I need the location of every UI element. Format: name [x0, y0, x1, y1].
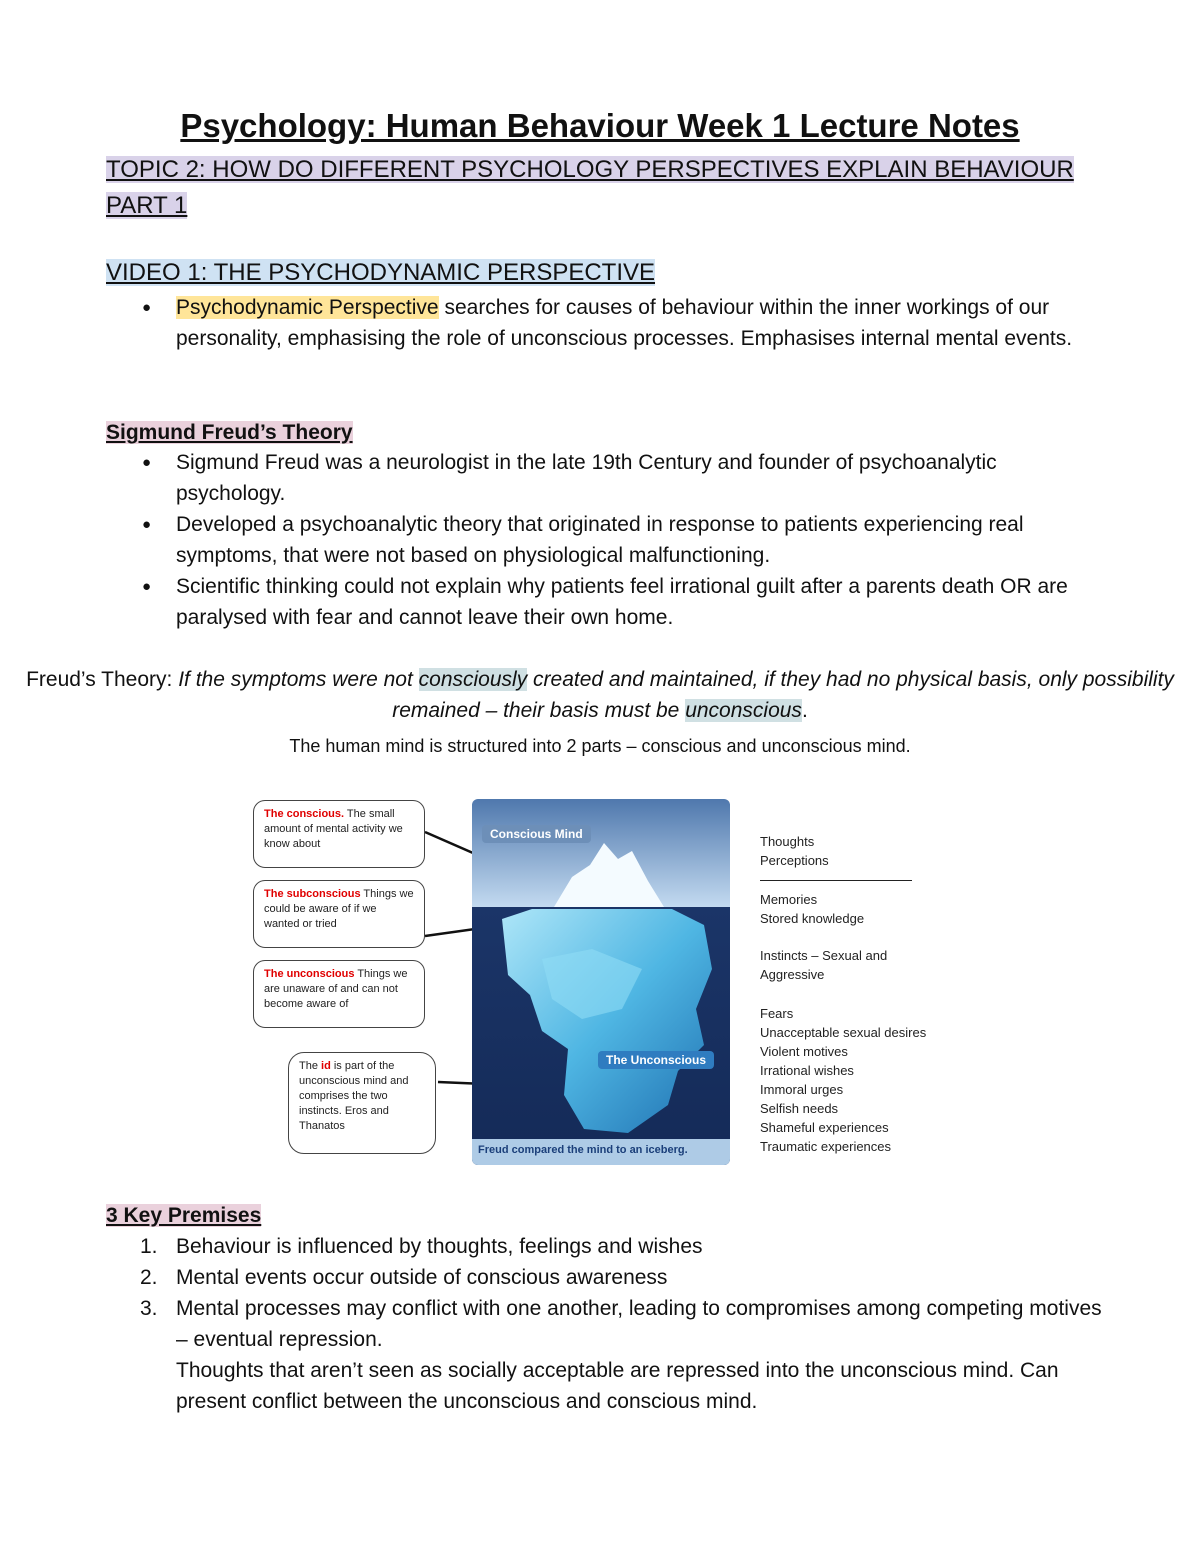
freud-heading	[106, 416, 353, 450]
iceberg-icon	[472, 799, 730, 1165]
list-number: 2.	[140, 1266, 158, 1289]
bullet-text: Scientific thinking could not explain why patients feel irrational guilt after a parents death OR are paralysed with fear and cannot leave their own home.	[176, 575, 1068, 629]
page-title: Psychology: Human Behaviour Week 1 Lecture Notes	[180, 107, 1020, 144]
side-list-instincts	[760, 946, 887, 984]
premise-note: Thoughts that aren’t seen as socially acceptable are repressed into the unconscious mind. Can present conflict between the unconscious and conscious mind.	[176, 1359, 1059, 1413]
side-list-conscious	[760, 832, 829, 870]
side-item: Perceptions	[760, 853, 829, 868]
unconscious-callout	[253, 960, 425, 1028]
callout-title: The unconscious	[264, 968, 355, 980]
quote-part: If the symptoms were not	[178, 668, 419, 691]
callout-text: Things we are unaware of and can not become aware of	[264, 968, 408, 1010]
callout-text: The small amount of mental activity we know about	[264, 808, 403, 850]
list-item	[106, 509, 1106, 571]
side-item: Selfish needs	[760, 1101, 839, 1116]
mind-structure-line: The human mind is structured into 2 parts – conscious and unconscious mind.	[289, 736, 911, 756]
callout-title: The conscious.	[264, 808, 345, 820]
video1-heading-text: VIDEO 1: THE PSYCHODYNAMIC PERSPECTIVE	[106, 259, 656, 286]
iceberg-image	[472, 799, 730, 1165]
side-list-unconscious	[760, 1004, 926, 1156]
side-item: Aggressive	[760, 967, 825, 982]
callout-text: The	[299, 1060, 322, 1072]
bullet-icon: ●	[142, 516, 152, 533]
side-item: Memories	[760, 892, 818, 907]
id-callout	[288, 1052, 436, 1154]
iceberg-caption: Freud compared the mind to an iceberg.	[478, 1144, 688, 1156]
subconscious-callout	[253, 880, 425, 948]
premises-heading-text: 3 Key Premises	[106, 1204, 262, 1227]
quote-part: created and maintained, if they had no physical basis, only possibility remained – their basis must be	[392, 668, 1174, 722]
side-item: Stored knowledge	[760, 911, 865, 926]
freud-bullets	[106, 447, 1106, 633]
list-number: 1.	[140, 1235, 158, 1258]
callout-text: Things we could be aware of if we wanted or tried	[264, 888, 414, 930]
quote-part: .	[801, 699, 808, 722]
psychodynamic-term: Psychodynamic Perspective	[176, 296, 439, 319]
side-item: Shameful experiences	[760, 1120, 889, 1135]
side-item: Thoughts	[760, 834, 815, 849]
bullet-icon: ●	[142, 578, 152, 595]
callout-title: The subconscious	[264, 888, 361, 900]
topic-heading-text: TOPIC 2: HOW DO DIFFERENT PSYCHOLOGY PERSPECTIVES EXPLAIN BEHAVIOUR PART 1	[106, 156, 1074, 219]
conscious-callout	[253, 800, 425, 868]
side-item: Immoral urges	[760, 1082, 844, 1097]
list-item	[106, 1293, 1106, 1417]
unconscious-label: The Unconscious	[598, 1051, 714, 1069]
list-item	[106, 571, 1106, 633]
premises-list	[106, 1231, 1106, 1417]
side-divider	[760, 880, 912, 881]
callout-title: id	[321, 1060, 331, 1072]
callout-text: is part of the unconscious mind and comprises the two instincts. Eros and Thanatos	[299, 1060, 409, 1132]
side-item: Traumatic experiences	[760, 1139, 892, 1154]
psychodynamic-list	[106, 292, 1106, 354]
premise-text: Behaviour is influenced by thoughts, feelings and wishes	[176, 1235, 703, 1258]
bullet-icon: ●	[142, 299, 152, 316]
list-item	[106, 1231, 1106, 1262]
list-number: 3.	[140, 1297, 158, 1320]
side-item: Fears	[760, 1006, 794, 1021]
freud-theory-quote	[0, 664, 1200, 726]
side-item: Irrational wishes	[760, 1063, 854, 1078]
bullet-text: Sigmund Freud was a neurologist in the late 19th Century and founder of psychoanalytic psychology.	[176, 451, 997, 505]
iceberg-figure	[250, 796, 950, 1168]
bullet-text: Developed a psychoanalytic theory that originated in response to patients experiencing real symptoms, that were not based on physiological malfunctioning.	[176, 513, 1024, 567]
premise-text: Mental events occur outside of conscious awareness	[176, 1266, 668, 1289]
freud-heading-text: Sigmund Freud’s Theory	[106, 421, 353, 444]
side-item: Instincts – Sexual and	[760, 948, 888, 963]
list-item	[106, 292, 1106, 354]
freud-theory-label: Freud’s Theory:	[26, 668, 179, 691]
highlight-consciously: consciously	[418, 668, 528, 691]
list-item	[106, 447, 1106, 509]
psychodynamic-definition: searches for causes of behaviour within the inner workings of our personality, emphasising the role of unconscious processes. Emphasises internal mental events.	[176, 296, 1073, 350]
premises-heading	[106, 1199, 261, 1233]
video1-heading	[106, 256, 655, 290]
side-item: Unacceptable sexual desires	[760, 1025, 927, 1040]
side-list-subconscious	[760, 890, 864, 928]
bullet-icon: ●	[142, 454, 152, 471]
highlight-unconscious: unconscious	[685, 699, 802, 722]
side-item: Violent motives	[760, 1044, 848, 1059]
premise-text: Mental processes may conflict with one another, leading to compromises among competing motives – eventual repression.	[176, 1297, 1102, 1351]
topic-heading	[106, 152, 1096, 224]
conscious-mind-label: Conscious Mind	[482, 825, 591, 843]
list-item	[106, 1262, 1106, 1293]
